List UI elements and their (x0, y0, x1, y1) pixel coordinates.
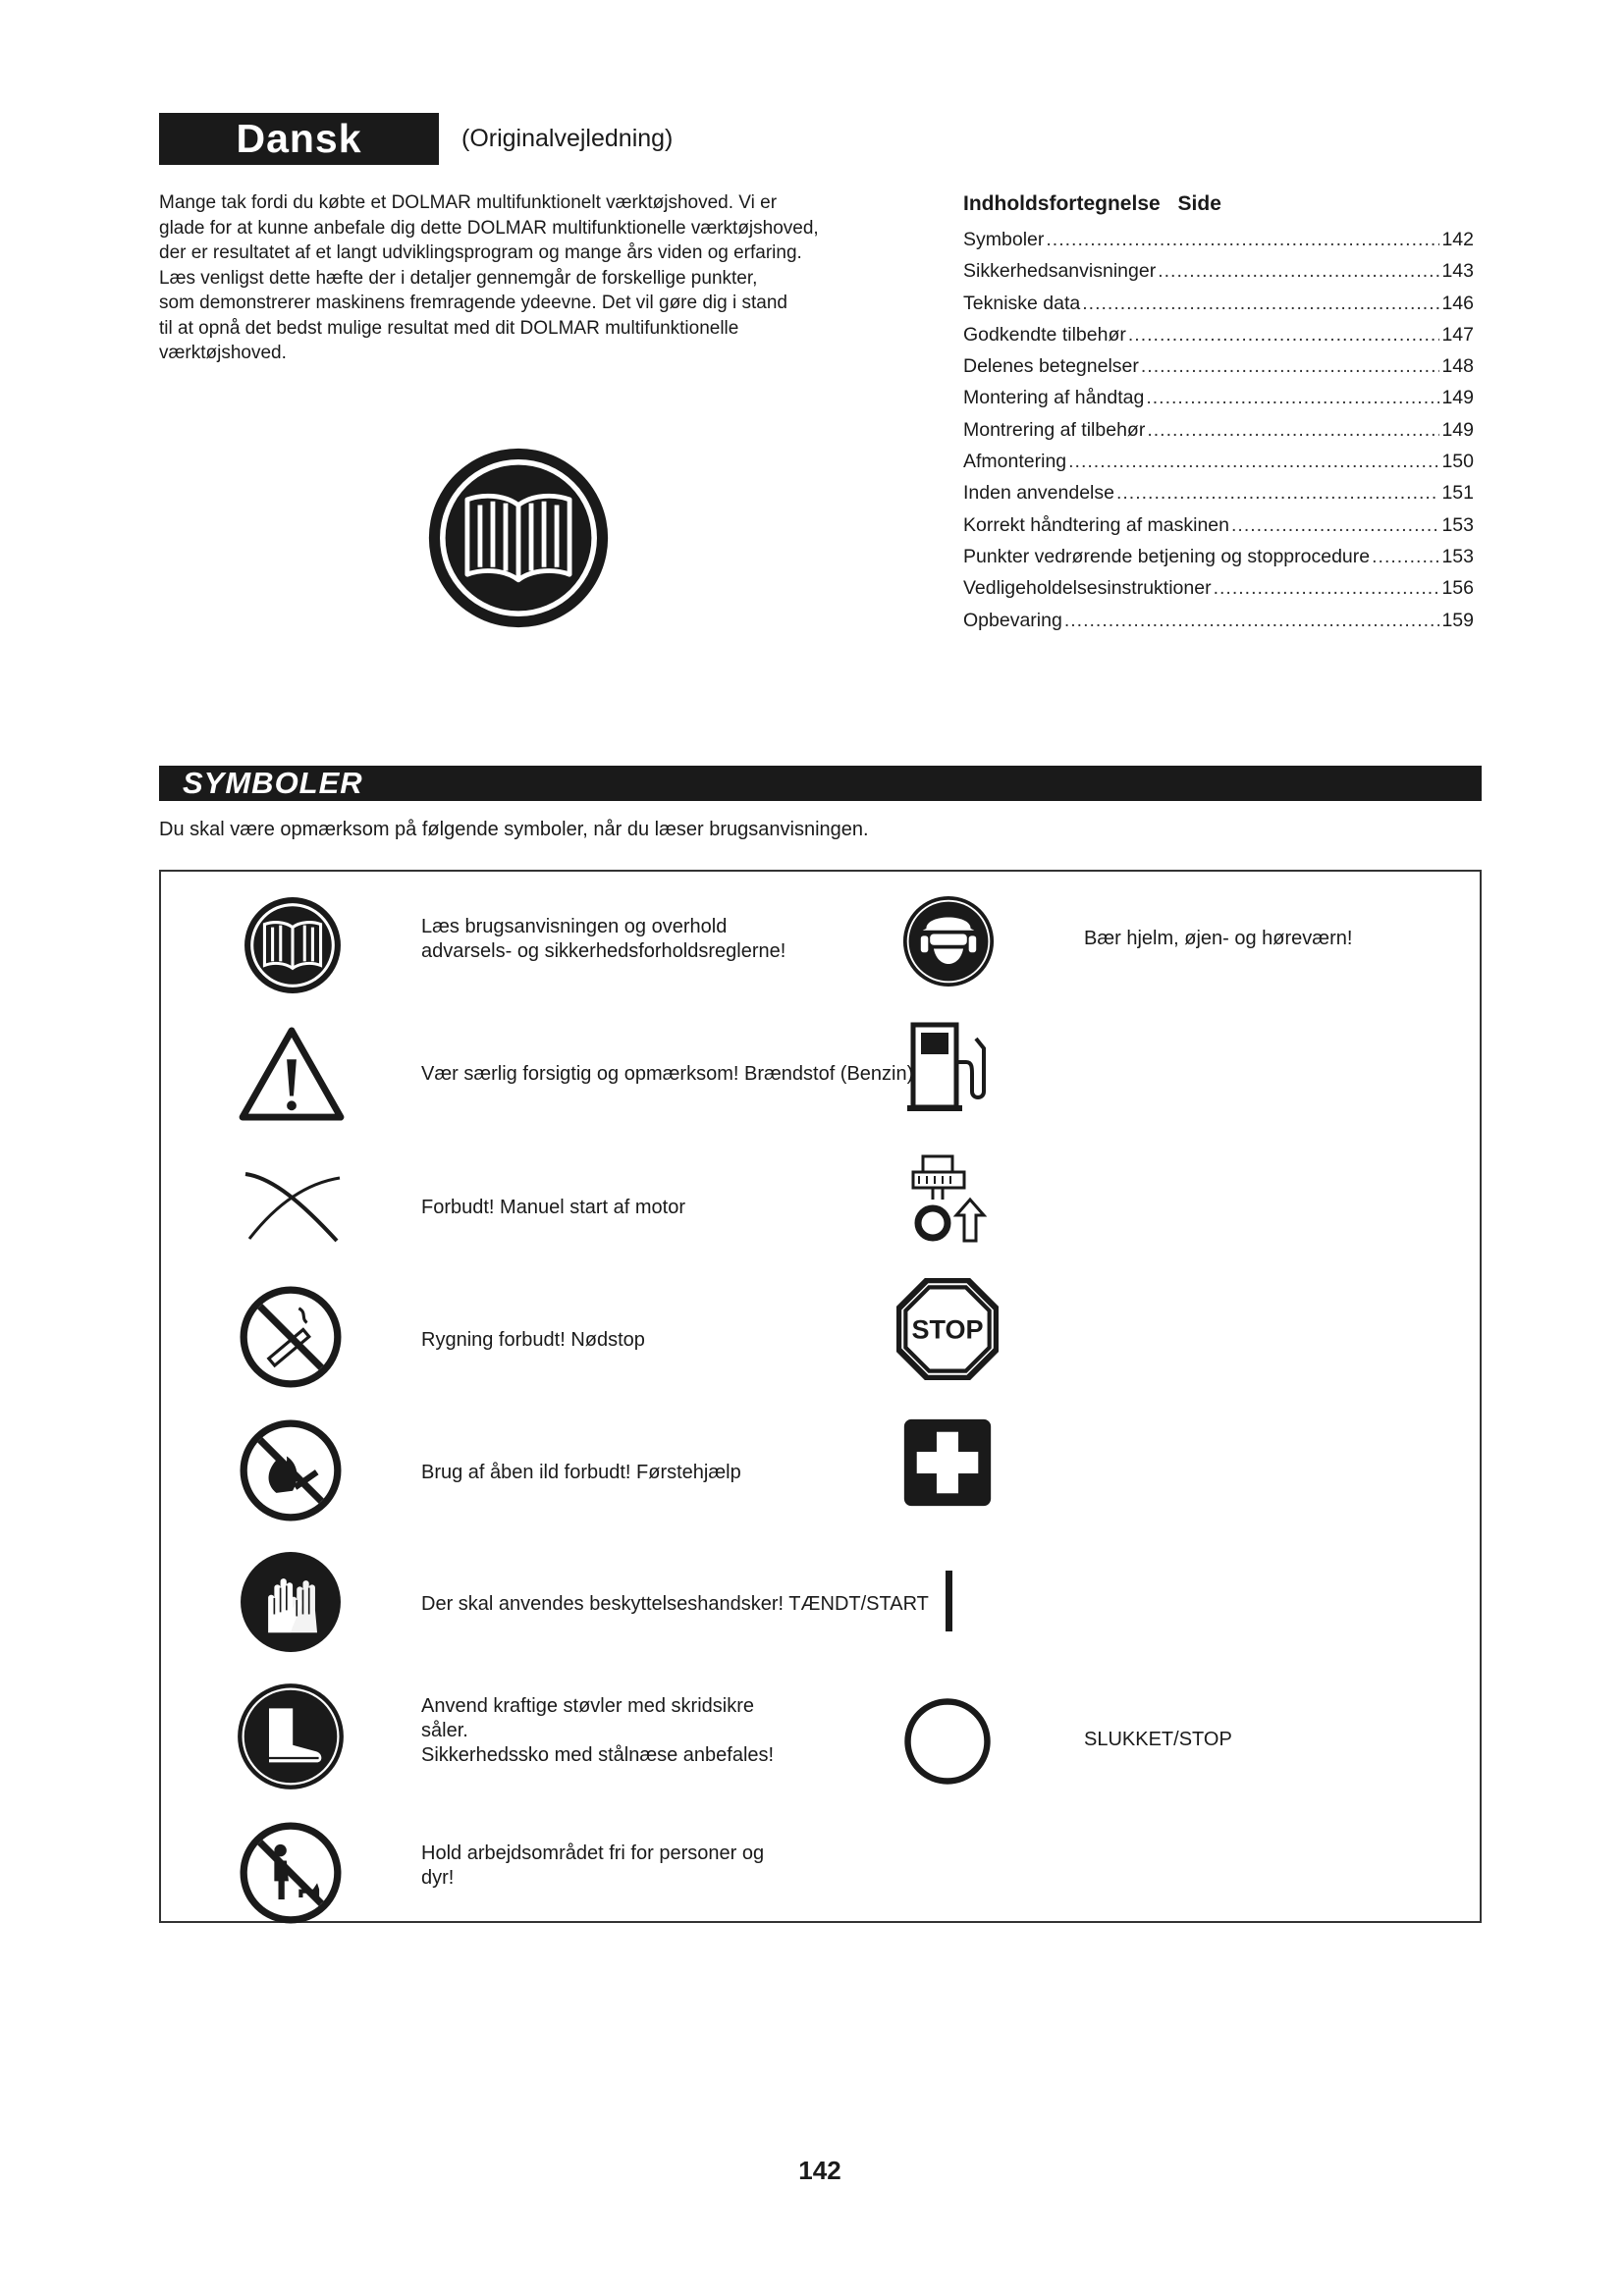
toc-item-label: Inden anvendelse (963, 482, 1114, 505)
toc-item (963, 224, 1474, 255)
toc-leader-dots (1046, 224, 1439, 255)
toc-item-label: Montrering af tilbehør (963, 418, 1146, 441)
toc-leader-dots (1231, 509, 1439, 541)
toc-item-page: 146 (1441, 292, 1474, 314)
symbol-description: Der skal anvendes beskyttelseshandsker! TÆNDT/START (421, 1593, 929, 1615)
symbol-table (159, 870, 1482, 1923)
toc-leader-dots (1116, 477, 1439, 508)
toc-item-page: 159 (1441, 609, 1474, 631)
stop-sign-icon (896, 1278, 999, 1380)
toc-item-label: Montering af håndtag (963, 387, 1145, 409)
toc-item-label: Sikkerhedsanvisninger (963, 260, 1157, 283)
toc-item (963, 509, 1474, 541)
toc-item (963, 382, 1474, 413)
toc-item-label: Korrekt håndtering af maskinen (963, 513, 1229, 536)
toc-leader-dots (1128, 319, 1440, 350)
toc-item (963, 414, 1474, 446)
intro-paragraph (159, 190, 905, 366)
toc-item (963, 255, 1474, 287)
off-circle-icon (902, 1696, 993, 1787)
wear-gloves-icon (240, 1551, 342, 1653)
no-open-flame-icon (240, 1419, 342, 1522)
symbol-description: Anvend kraftige støvler med skridsikre såler. Sikkerhedssko med stålnæse anbefales! (421, 1695, 775, 1766)
toc-leader-dots (1146, 382, 1439, 413)
toc-item-page: 149 (1441, 387, 1474, 409)
toc-leader-dots (1158, 255, 1439, 287)
toc-item (963, 605, 1474, 636)
toc-item-page: 142 (1441, 229, 1474, 250)
toc-item-page: 150 (1441, 451, 1474, 473)
table-of-contents (963, 192, 1474, 636)
toc-leader-dots (1147, 414, 1439, 446)
toc-item-page: 149 (1441, 418, 1474, 441)
symbol-description: Vær særlig forsigtig og opmærksom! Brændstof (Benzin) (421, 1063, 914, 1085)
toc-item-page: 148 (1441, 355, 1474, 378)
toc-item-label: Delenes betegnelser (963, 355, 1139, 378)
toc-leader-dots (1064, 605, 1440, 636)
toc-leader-dots (1082, 288, 1439, 319)
toc-item-page: 153 (1441, 513, 1474, 536)
toc-leader-dots (1141, 350, 1440, 382)
manual-engine-start-icon (909, 1154, 990, 1247)
toc-item-page: 147 (1441, 323, 1474, 346)
stop-sign-text: STOP (911, 1314, 984, 1345)
toc-item-page: 153 (1441, 545, 1474, 567)
toc-item (963, 350, 1474, 382)
toc-item (963, 541, 1474, 572)
fuel-pump-icon (907, 1019, 1000, 1113)
intro-line: Læs venligst dette hæfte der i detaljer gennemgår de forskellige punkter, (159, 267, 758, 289)
toc-leader-dots (1372, 541, 1439, 572)
toc-header (963, 192, 1474, 216)
toc-item-label: Godkendte tilbehør (963, 323, 1126, 346)
symbol-description: SLUKKET/STOP (1084, 1729, 1232, 1750)
toc-title: Indholdsfortegnelse (963, 192, 1161, 215)
section-header-bar (159, 766, 1482, 801)
symbol-description: Bær hjelm, øjen- og høreværn! (1084, 928, 1353, 949)
page-number: 142 (798, 2156, 841, 2185)
toc-item-label: Afmontering (963, 451, 1067, 473)
toc-leader-dots (1068, 446, 1439, 477)
symbol-description: Rygning forbudt! Nødstop (421, 1329, 645, 1351)
symbol-description: Forbudt! Manuel start af motor (421, 1197, 686, 1218)
first-aid-cross-icon (902, 1417, 993, 1508)
forbidden-cross-icon (244, 1164, 342, 1243)
toc-item-page: 143 (1441, 260, 1474, 283)
toc-item-page: 156 (1441, 577, 1474, 600)
toc-item (963, 572, 1474, 604)
intro-line: glade for at kunne anbefale dig dette DOLMAR multifunktionelle værktøjshoved, (159, 217, 819, 239)
read-manual-icon (243, 895, 343, 995)
toc-item-label: Punkter vedrørende betjening og stopprocedure (963, 545, 1371, 567)
toc-item-label: Symboler (963, 229, 1045, 250)
symbol-description: Brug af åben ild forbudt! Førstehjælp (421, 1462, 741, 1483)
toc-leader-dots (1214, 572, 1440, 604)
intro-line: til at opnå det bedst mulige resultat med dit DOLMAR multifunktionelle (159, 317, 739, 339)
helmet-eye-ear-protection-icon (902, 895, 995, 988)
document-subtitle: (Originalvejledning) (461, 125, 674, 152)
keep-distance-icon (240, 1822, 342, 1924)
section-title: SYMBOLER (183, 766, 363, 800)
on-start-bar-icon (945, 1571, 954, 1631)
toc-item-label: Opbevaring (963, 609, 1062, 631)
toc-item-page: 151 (1441, 482, 1474, 505)
toc-item (963, 477, 1474, 508)
no-smoking-icon (240, 1286, 342, 1388)
section-intro: Du skal være opmærksom på følgende symboler, når du læser brugsanvisningen. (159, 819, 869, 840)
read-manual-book-icon (427, 447, 610, 629)
symbol-description: Læs brugsanvisningen og overhold advarsels- og sikkerhedsforholdsreglerne! (421, 916, 786, 962)
toc-item (963, 446, 1474, 477)
intro-line: der er resultatet af et langt udviklingsprogram og mange års viden og erfaring. (159, 242, 802, 263)
symbol-description: Hold arbejdsområdet fri for personer og dyr! (421, 1842, 765, 1889)
language-badge: Dansk (159, 113, 439, 165)
toc-page-header: Side (1177, 192, 1221, 215)
toc-item-label: Vedligeholdelsesinstruktioner (963, 577, 1212, 600)
intro-line: værktøjshoved. (159, 343, 287, 363)
warning-triangle-icon (239, 1027, 345, 1121)
wear-boots-icon (237, 1682, 345, 1790)
toc-item (963, 288, 1474, 319)
intro-line: som demonstrerer maskinens fremragende ydeevne. Det vil gøre dig i stand (159, 293, 787, 313)
intro-line: Mange tak fordi du købte et DOLMAR multifunktionelt værktøjshoved. Vi er (159, 192, 778, 213)
toc-item-label: Tekniske data (963, 292, 1081, 314)
toc-item (963, 319, 1474, 350)
